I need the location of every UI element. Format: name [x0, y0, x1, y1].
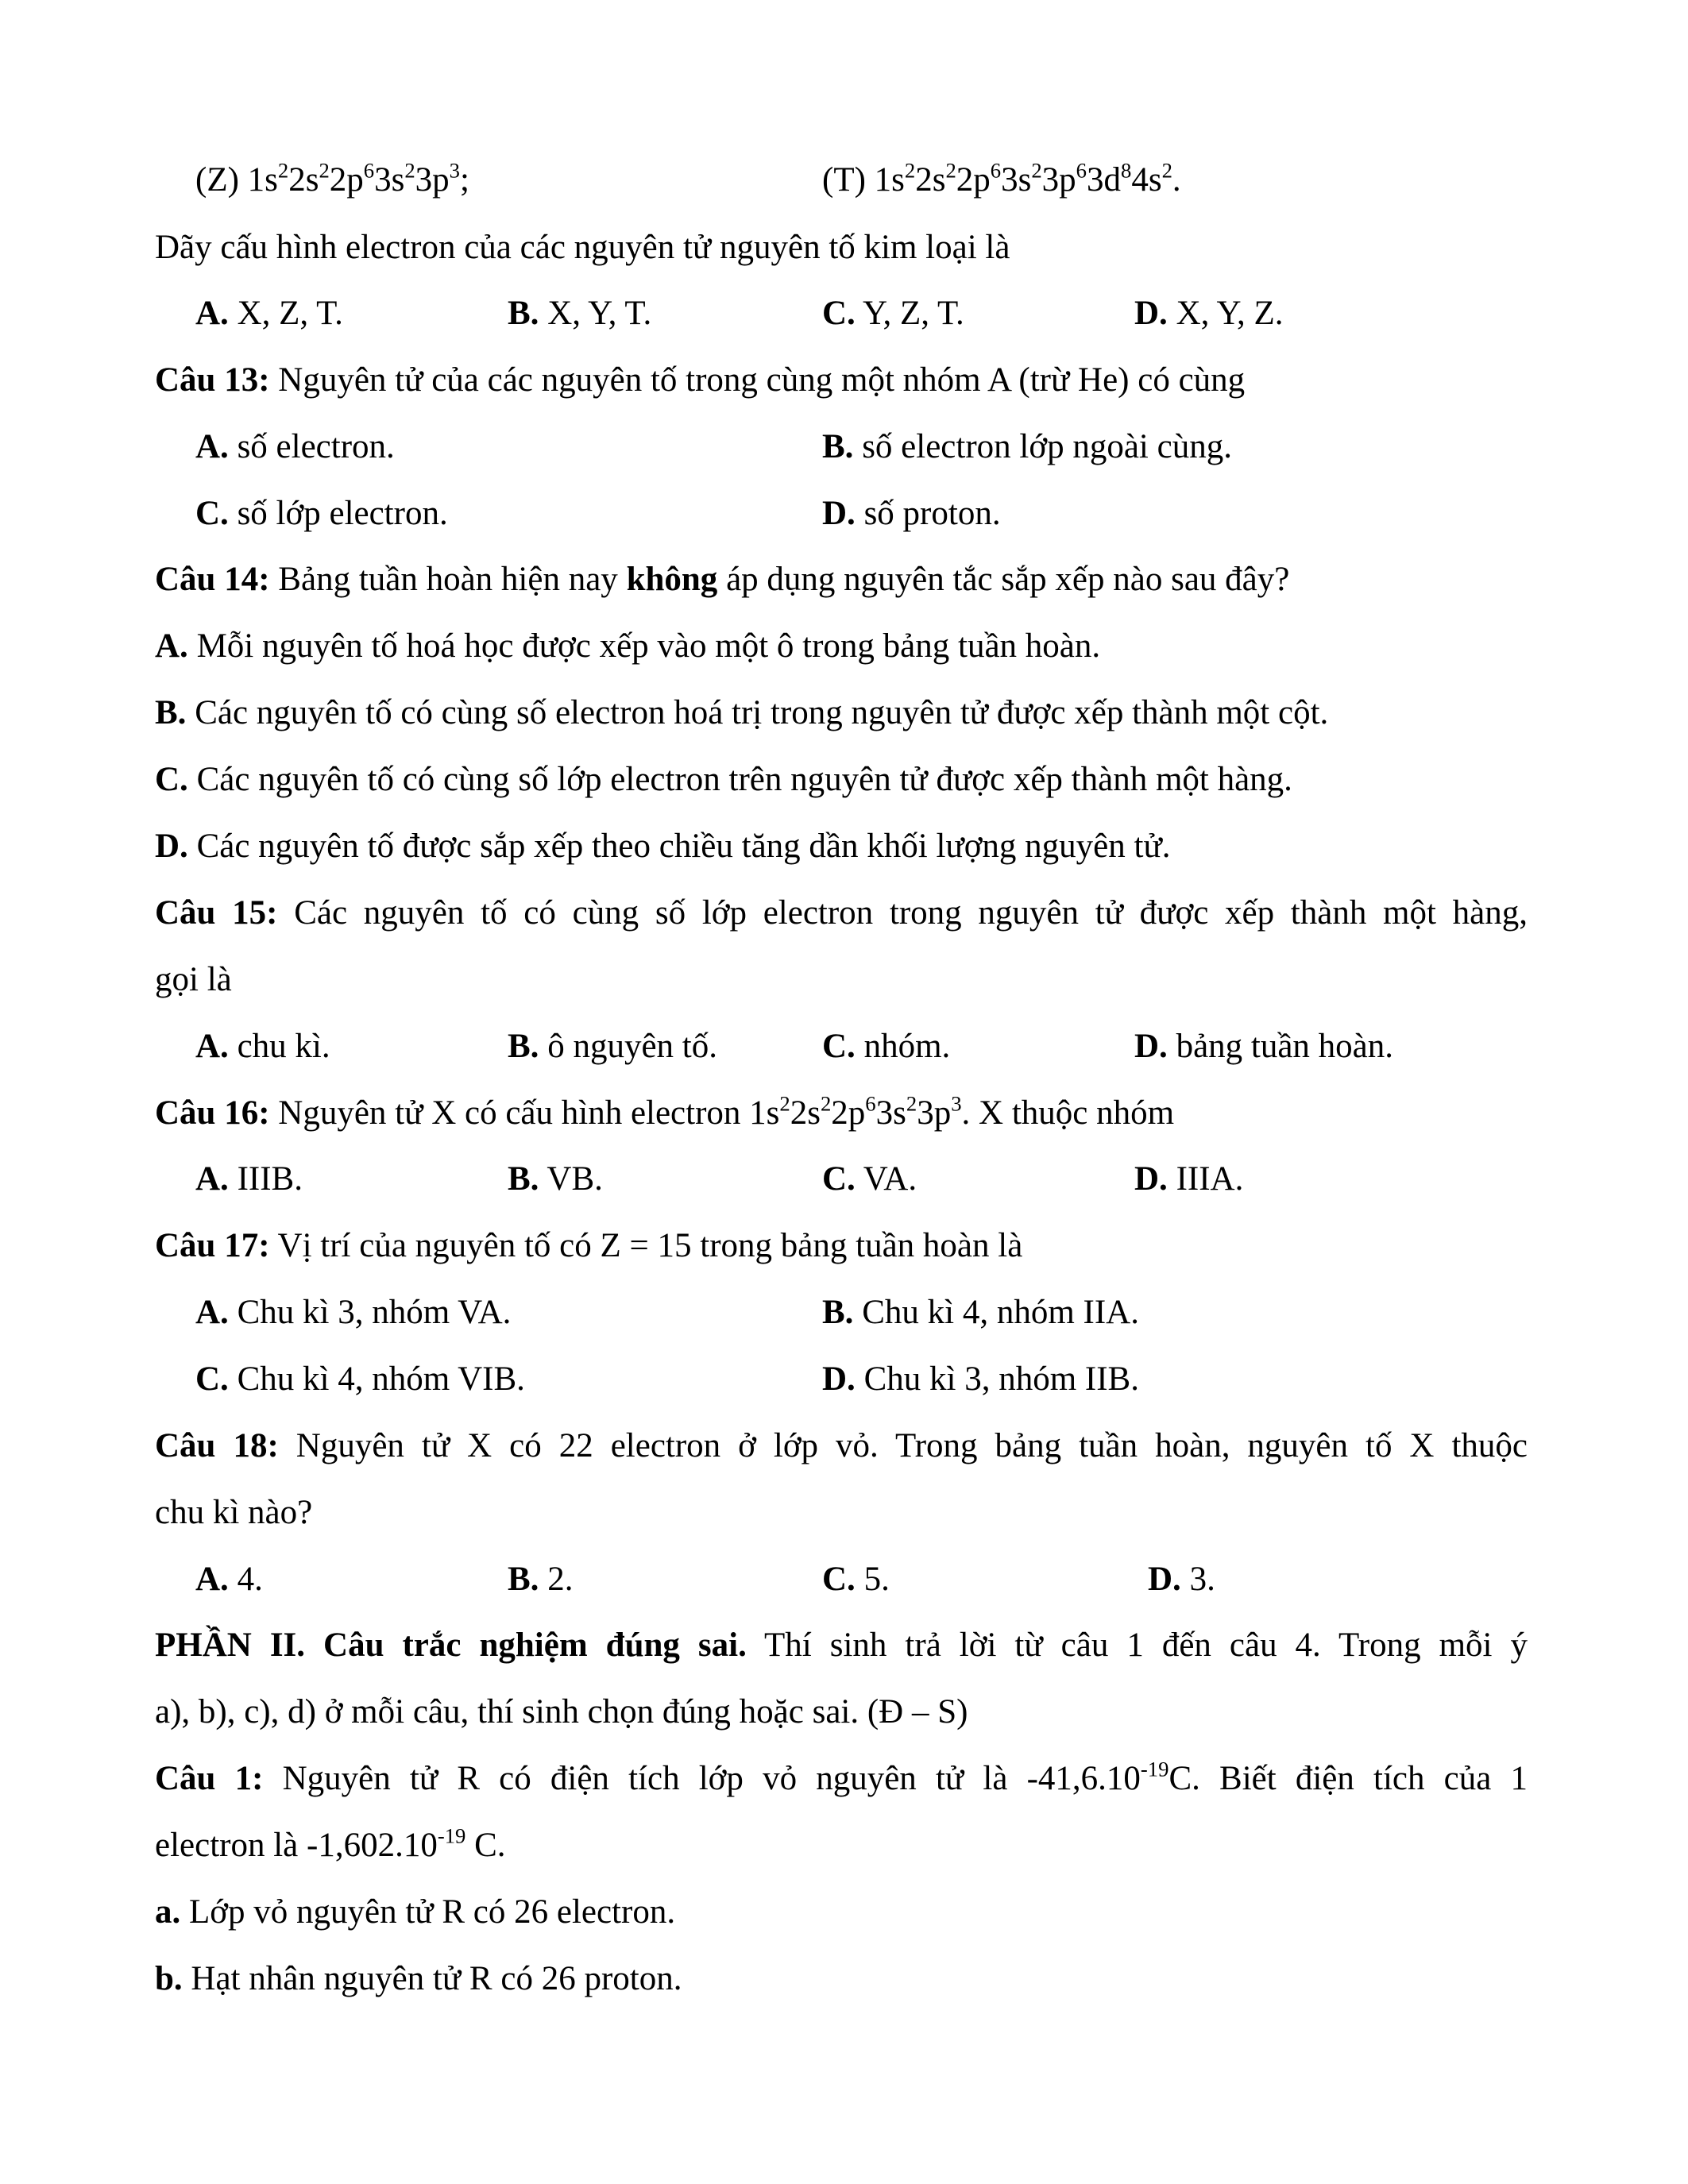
p2q1-statement-b: b. Hạt nhân nguyên tử R có 26 proton. [155, 1960, 682, 1997]
q15-option-a: A. chu kì. [195, 1028, 330, 1065]
q14-option-c: C. Các nguyên tố có cùng số lớp electron trên nguyên tử được xếp thành một hàng. [155, 761, 1292, 798]
q13-option-d: D. số proton. [822, 495, 1001, 532]
q14-stem: Câu 14: Bảng tuần hoàn hiện nay không áp dụng nguyên tắc sắp xếp nào sau đây? [155, 561, 1290, 598]
q16-option-b: B. VB. [508, 1160, 603, 1198]
q13-stem: Câu 13: Nguyên tử của các nguyên tố trong cùng một nhóm A (trừ He) có cùng [155, 361, 1246, 399]
q13-option-a: A. số electron. [195, 428, 395, 465]
q12-option-c: C. Y, Z, T. [822, 295, 964, 332]
q18-option-a: A. 4. [195, 1561, 263, 1598]
q16-option-a: A. IIIB. [195, 1160, 303, 1198]
p2q1-stem-cont: electron là $-1,602.10^{-19}$ C. [155, 1823, 506, 1864]
q17-option-a: A. Chu kì 3, nhóm VA. [195, 1294, 512, 1331]
q18-stem: Câu 18: Nguyên tử X có 22 electron ở lớp vỏ. Trong bảng tuần hoàn, nguyên tố X thuộc [155, 1427, 1528, 1464]
q15-stem: Câu 15: Các nguyên tố có cùng số lớp electron trong nguyên tử được xếp thành một hàng, [155, 894, 1528, 932]
q17-stem: Câu 17: Vị trí của nguyên tố có Z = 15 trong bảng tuần hoàn là [155, 1227, 1023, 1264]
part2-heading-cont: a), b), c), d) ở mỗi câu, thí sinh chọn đúng hoặc sai. (Đ – S) [155, 1693, 968, 1731]
q18-option-b: B. 2. [508, 1561, 574, 1598]
q16-option-d: D. IIIA. [1134, 1160, 1244, 1198]
q15-option-b: B. ô nguyên tố. [508, 1028, 717, 1065]
q12-option-a: A. X, Z, T. [195, 295, 343, 332]
config-z: (Z) $1s^22s^22p^63s^23p^3$; [195, 158, 469, 199]
q12-stem: Dãy cấu hình electron của các nguyên tử nguyên tố kim loại là [155, 229, 1010, 266]
q13-option-c: C. số lớp electron. [195, 495, 448, 532]
q15-stem-cont: gọi là [155, 961, 232, 998]
p2q1-statement-a: a. Lớp vỏ nguyên tử R có 26 electron. [155, 1893, 676, 1931]
p2q1-stem: Câu 1: Nguyên tử R có điện tích lớp vỏ nguyên tử là $-41,6.10^{-19}C$. Biết điện tích của 1 [155, 1757, 1528, 1797]
q16-option-c: C. VA. [822, 1160, 917, 1198]
q15-option-d: D. bảng tuần hoàn. [1134, 1028, 1394, 1065]
q12-option-d: D. X, Y, Z. [1134, 295, 1284, 332]
part2-heading: PHẦN II. Câu trắc nghiệm đúng sai. Thí sinh trả lời từ câu 1 đến câu 4. Trong mỗi ý [155, 1626, 1528, 1664]
q18-option-d: D. 3. [1148, 1561, 1215, 1598]
q14-option-d: D. Các nguyên tố được sắp xếp theo chiều tăng dần khối lượng nguyên tử. [155, 828, 1171, 865]
config-t: (T) $1s^22s^22p^63s^23p^63d^84s^2$. [822, 158, 1181, 199]
q17-option-d: D. Chu kì 3, nhóm IIB. [822, 1360, 1139, 1398]
q15-option-c: C. nhóm. [822, 1028, 951, 1065]
q17-option-c: C. Chu kì 4, nhóm VIB. [195, 1360, 525, 1398]
q17-option-b: B. Chu kì 4, nhóm IIA. [822, 1294, 1139, 1331]
q18-stem-cont: chu kì nào? [155, 1494, 313, 1531]
q16-stem: Câu 16: Nguyên tử X có cấu hình electron $1s^22s^22p^63s^23p^3$. X thuộc nhóm [155, 1091, 1175, 1132]
q14-option-b: B. Các nguyên tố có cùng số electron hoá trị trong nguyên tử được xếp thành một cột. [155, 694, 1329, 731]
q14-option-a: A. Mỗi nguyên tố hoá học được xếp vào một ô trong bảng tuần hoàn. [155, 627, 1101, 665]
q13-option-b: B. số electron lớp ngoài cùng. [822, 428, 1232, 465]
q18-option-c: C. 5. [822, 1561, 890, 1598]
q12-option-b: B. X, Y, T. [508, 295, 652, 332]
